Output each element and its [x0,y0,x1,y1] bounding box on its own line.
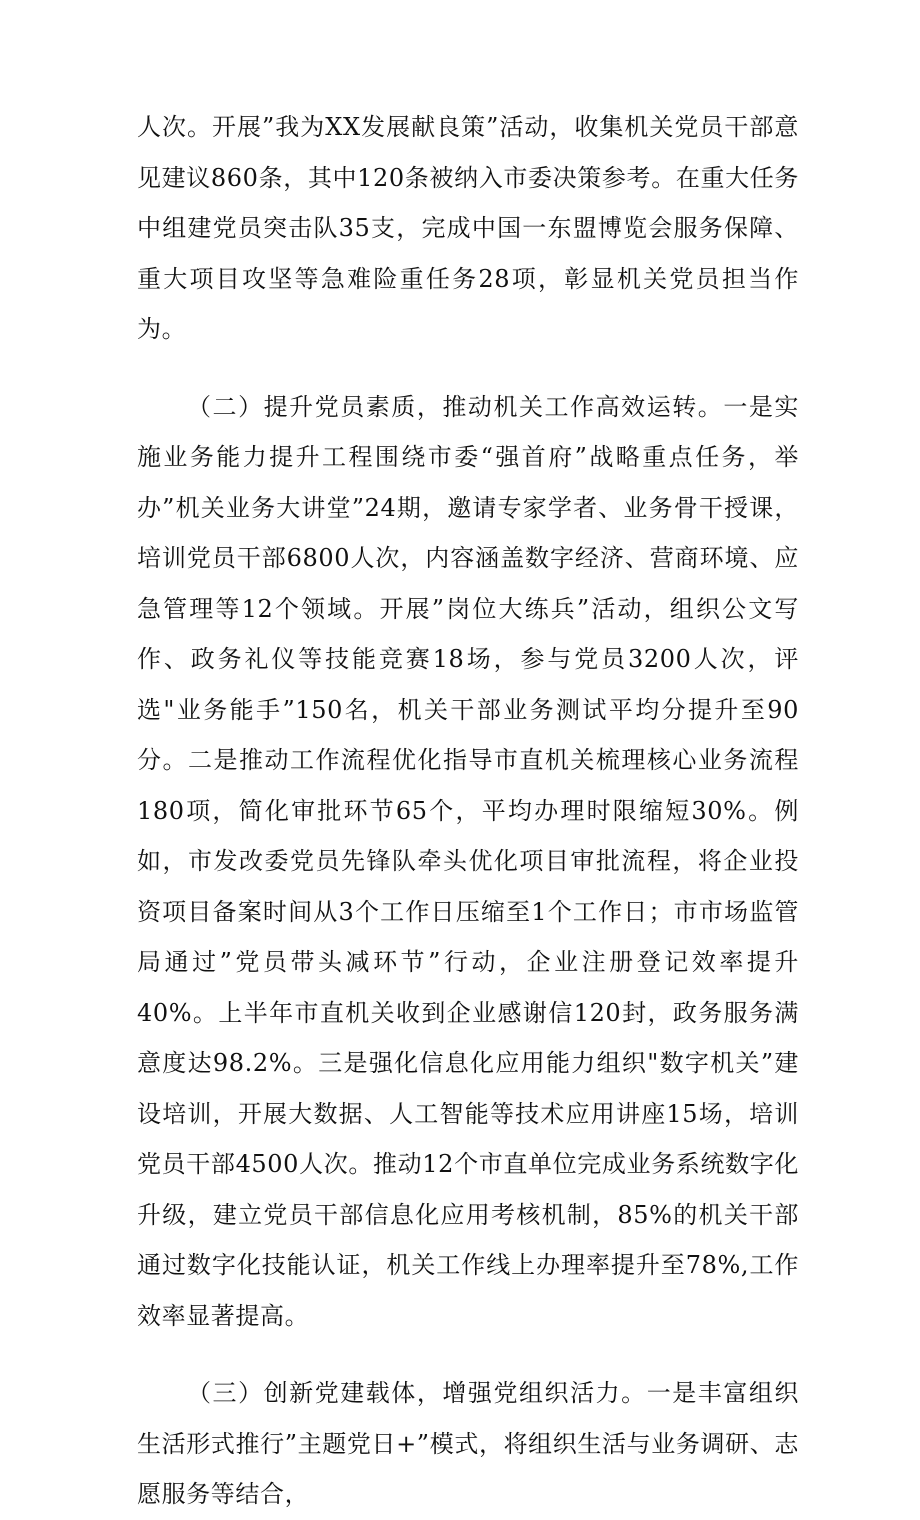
document-body [137,102,799,1520]
paragraph-1: 人次。开展”我为XX发展献良策”活动，收集机关党员干部意见建议860条，其中120条被纳入市委决策参考。在重大任务中组建党员突击队35支，完成中国一东盟博览会服务保障、重大项目攻坚等急难险重任务28项，彰显机关党员担当作为。 [137,113,799,343]
paragraph-3: （三）创新党建载体，增强党组织活力。一是丰富组织生活形式推行”主题党日+”模式，将组织生活与业务调研、志愿服务等结合， [137,1379,799,1508]
paragraph-2: （二）提升党员素质，推动机关工作高效运转。一是实施业务能力提升工程围绕市委“强首府”战略重点任务，举办”机关业务大讲堂”24期，邀请专家学者、业务骨干授课，培训党员干部6800人次，内容涵盖数字经济、营商环境、应急管理等12个领域。开展”岗位大练兵”活动，组织公文写作、政务礼仪等技能竞赛18场，参与党员3200人次，评选"业务能手”150名，机关干部业务测试平均分提升至90分。二是推动工作流程优化指导市直机关梳理核心业务流程180项，简化审批环节65个，平均办理时限缩短30%。例如，市发改委党员先锋队牵头优化项目审批流程，将企业投资项目备案时间从3个工作日压缩至1个工作日；市市场监管局通过”党员带头减环节”行动，企业注册登记效率提升40%。上半年市直机关收到企业感谢信120封，政务服务满意度达98.2%。三是强化信息化应用能力组织"数字机关”建设培训，开展大数据、人工智能等技术应用讲座15场，培训党员干部4500人次。推动12个市直单位完成业务系统数字化升级，建立党员干部信息化应用考核机制，85%的机关干部通过数字化技能认证，机关工作线上办理率提升至78%,工作效率显著提高。 [137,392,799,1330]
